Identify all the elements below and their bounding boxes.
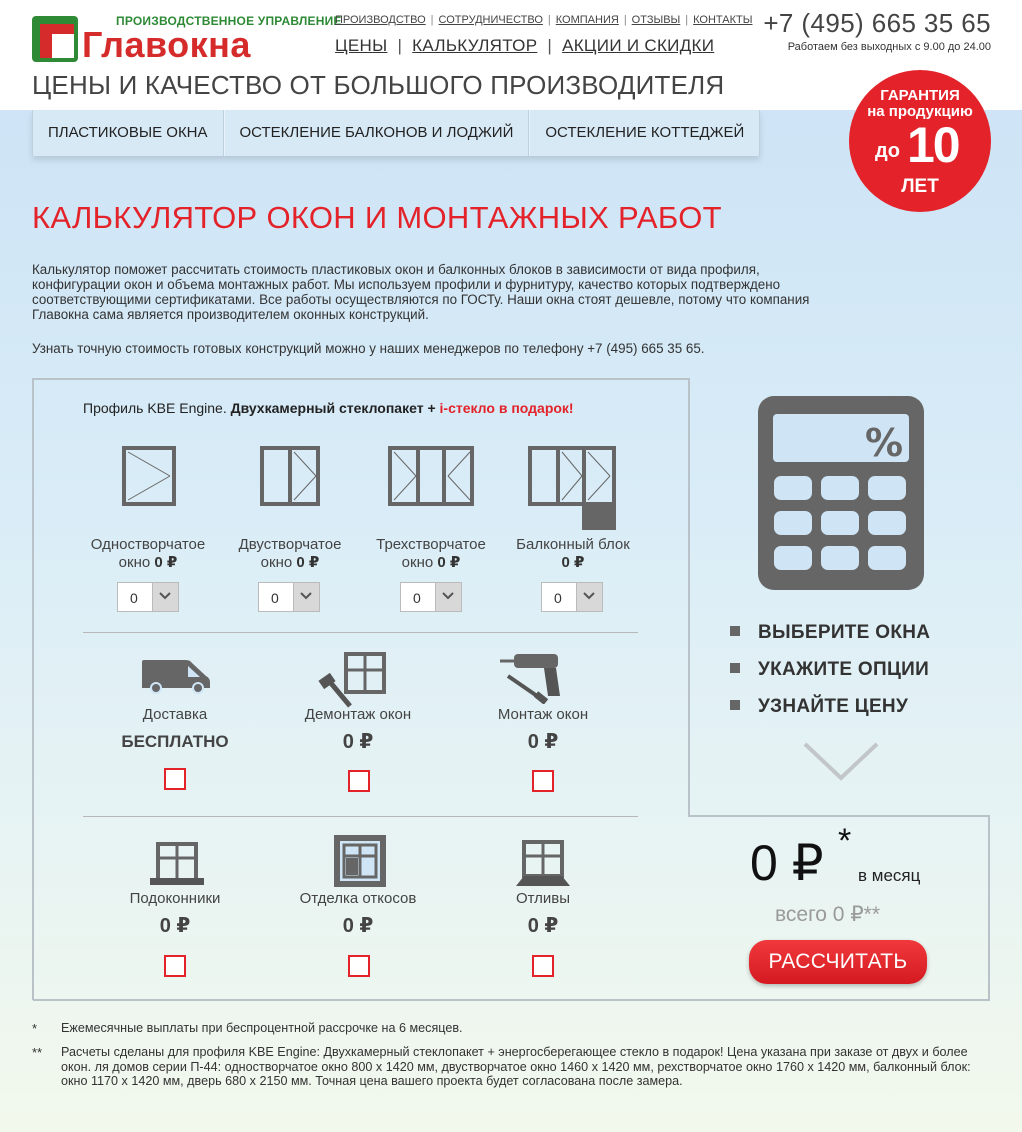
service-price: 0 ₽ <box>159 915 191 937</box>
single-window-qty-select[interactable] <box>117 582 179 612</box>
main-link-prices[interactable]: ЦЕНЫ <box>335 36 388 55</box>
service-delivery <box>85 706 265 752</box>
triple-window-qty-select[interactable] <box>400 582 462 612</box>
page-title: КАЛЬКУЛЯТОР ОКОН И МОНТАЖНЫХ РАБОТ <box>32 200 722 235</box>
logo-icon <box>32 16 78 62</box>
calculator-icon <box>758 396 924 590</box>
window-label: Трехстворчатое <box>376 536 486 553</box>
chevron-down-icon[interactable] <box>293 583 319 611</box>
service-slopes <box>268 890 448 938</box>
badge-line1: ГАРАНТИЯ <box>880 87 960 104</box>
step-2 <box>730 659 929 681</box>
footnote-text: Ежемесячные выплаты при беспроцентной рассрочке на 6 месяцев. <box>61 1021 463 1035</box>
window-label-word: окно <box>401 554 434 571</box>
top-link-production[interactable]: ПРОИЗВОДСТВО <box>335 14 426 26</box>
calculate-button[interactable]: РАССЧИТАТЬ <box>749 940 927 984</box>
footnote-mark: ** <box>32 1045 43 1060</box>
installation-checkbox[interactable] <box>532 770 554 792</box>
select-value: 0 <box>413 590 421 606</box>
window-option-balcony <box>503 536 643 572</box>
footnote-text: Расчеты сделаны для профиля KBE Engine: Двухкамерный стеклопакет + энергосберегающее стекло в подарок! Цена указана при заказе от двух и более окон. ля домов серии П-44: одностворчатое окно 800 х 1420 мм, двустворчатое окно 1460 х 1420 мм, рехстворчатое окно 1760 х 1420 мм, балконный блок: окно 1170 х 1420 мм, дверь 680 х 2150 мм. Точная цена вашего проекта будет согласована после замера. <box>61 1045 971 1088</box>
select-value: 0 <box>271 590 279 606</box>
service-dismantling <box>268 706 448 754</box>
footnote-mark: * <box>32 1021 38 1036</box>
window-label: Балконный блок <box>516 536 630 553</box>
delivery-van-icon <box>140 658 212 694</box>
badge-suffix: ЛЕТ <box>901 176 939 197</box>
top-link-contacts[interactable]: КОНТАКТЫ <box>693 14 753 26</box>
logo-name: Главокна <box>82 24 251 65</box>
double-window-qty-select[interactable] <box>258 582 320 612</box>
profile-prefix: Профиль KBE Engine. <box>83 400 227 416</box>
slopes-checkbox[interactable] <box>348 955 370 977</box>
logo-subtitle: ПРОИЗВОДСТВЕННОЕ УПРАВЛЕНИЕ <box>116 14 342 28</box>
slope-finishing-icon <box>333 834 387 888</box>
profile-info <box>83 400 574 416</box>
window-label-line2 <box>503 554 643 572</box>
window-label-word: окно <box>260 554 293 571</box>
step-label: УКАЖИТЕ ОПЦИИ <box>758 659 930 680</box>
window-label-line2 <box>78 554 218 572</box>
service-drips <box>453 890 633 938</box>
top-link-reviews[interactable]: ОТЗЫВЫ <box>631 14 681 26</box>
badge-line2: на продукцию <box>867 103 973 120</box>
profile-bold: Двухкамерный стеклопакет + <box>230 400 436 416</box>
monthly-price-label: в месяц <box>858 866 921 885</box>
service-label: Подоконники <box>129 890 221 907</box>
bullet-square-icon <box>730 626 740 636</box>
window-price: 0 ₽ <box>296 554 320 571</box>
select-value: 0 <box>554 590 562 606</box>
service-price: БЕСПЛАТНО <box>121 732 229 751</box>
double-sash-window-icon <box>260 446 320 506</box>
balcony-block-qty-select[interactable] <box>541 582 603 612</box>
bullet-square-icon <box>730 663 740 673</box>
step-3 <box>730 696 908 718</box>
main-link-promotions[interactable]: АКЦИИ И СКИДКИ <box>562 36 715 55</box>
step-label: УЗНАЙТЕ ЦЕНУ <box>758 696 909 717</box>
window-drip-icon <box>516 840 570 888</box>
top-links: ПРОИЗВОДСТВО | СОТРУДНИЧЕСТВО | КОМПАНИЯ | ОТЗЫВЫ | КОНТАКТЫ <box>335 14 753 26</box>
service-sills <box>85 890 265 938</box>
select-value: 0 <box>130 590 138 606</box>
profile-gift: i-стекло в подарок! <box>439 400 574 416</box>
working-hours: Работаем без выходных с 9.00 до 24.00 <box>787 41 991 53</box>
window-price: 0 ₽ <box>154 554 178 571</box>
window-label-word: окно <box>118 554 151 571</box>
divider <box>83 632 638 633</box>
step-label: ВЫБЕРИТЕ ОКНА <box>758 622 931 643</box>
service-price: 0 ₽ <box>342 731 374 753</box>
main-links: ЦЕНЫ | КАЛЬКУЛЯТОР | АКЦИИ И СКИДКИ <box>335 36 715 55</box>
window-option-double <box>220 536 360 572</box>
monthly-price: 0 ₽ <box>750 835 824 891</box>
service-price: 0 ₽ <box>527 915 559 937</box>
badge-prefix: до <box>875 140 900 162</box>
main-nav <box>32 110 760 156</box>
window-label: Одностворчатое <box>90 536 206 553</box>
dismantling-checkbox[interactable] <box>348 770 370 792</box>
chevron-down-icon[interactable] <box>435 583 461 611</box>
window-label-line2 <box>361 554 501 572</box>
drips-checkbox[interactable] <box>532 955 554 977</box>
dismantling-icon <box>316 652 388 710</box>
service-label: Монтаж окон <box>497 706 589 723</box>
slogan: ЦЕНЫ И КАЧЕСТВО ОТ БОЛЬШОГО ПРОИЗВОДИТЕЛЯ <box>32 70 725 100</box>
delivery-checkbox[interactable] <box>164 768 186 790</box>
guarantee-badge <box>849 70 991 212</box>
top-link-cooperation[interactable]: СОТРУДНИЧЕСТВО <box>438 14 543 26</box>
service-price: 0 ₽ <box>342 915 374 937</box>
main-link-calculator[interactable]: КАЛЬКУЛЯТОР <box>412 36 538 55</box>
window-label-line2 <box>220 554 360 572</box>
service-price: 0 ₽ <box>527 731 559 753</box>
window-label: Двустворчатое <box>238 536 342 553</box>
drill-screwdriver-icon <box>500 652 576 704</box>
balcony-block-icon <box>528 446 616 530</box>
badge-number: 10 <box>907 117 959 173</box>
chevron-down-icon[interactable] <box>576 583 602 611</box>
window-price: 0 ₽ <box>561 554 585 571</box>
step-1 <box>730 622 930 644</box>
intro-phone-text: Узнать точную стоимость готовых конструкций можно у наших менеджеров по телефону +7 (495) 665 35 65. <box>32 341 705 356</box>
divider <box>83 816 638 817</box>
chevron-down-icon[interactable] <box>152 583 178 611</box>
window-option-triple <box>361 536 501 572</box>
nav-item-balcony-glazing[interactable]: ОСТЕКЛЕНИЕ БАЛКОНОВ И ЛОДЖИЙ <box>224 110 530 156</box>
service-label: Доставка <box>142 706 208 723</box>
nav-item-plastic-windows[interactable]: ПЛАСТИКОВЫЕ ОКНА <box>32 110 224 156</box>
triple-sash-window-icon <box>388 446 474 506</box>
sills-checkbox[interactable] <box>164 955 186 977</box>
chevron-down-icon <box>803 742 879 782</box>
service-installation <box>453 706 633 754</box>
top-link-company[interactable]: КОМПАНИЯ <box>555 14 619 26</box>
nav-item-cottage-glazing[interactable]: ОСТЕКЛЕНИЕ КОТТЕДЖЕЙ <box>529 110 760 156</box>
single-sash-window-icon <box>122 446 176 506</box>
service-label: Отделка откосов <box>299 890 417 907</box>
intro-text: Калькулятор поможет рассчитать стоимость пластиковых окон и балконных блоков в зависимости от вида профиля, конфигурации окон и объема монтажных работ. Мы используем профили и фурнитуру, качество которых подтверждено соответствующими сертификатами. Все работы осуществляются по ГОСТу. Наши окна стоят дешевле, потому что компания Главокна сама является производителем оконных конструкций. <box>32 262 810 322</box>
service-label: Демонтаж окон <box>304 706 412 723</box>
phone-number[interactable]: +7 (495) 665 35 65 <box>763 8 991 38</box>
total-price: всего 0 ₽** <box>775 903 881 926</box>
window-option-single <box>78 536 218 572</box>
service-label: Отливы <box>515 890 571 907</box>
bullet-square-icon <box>730 700 740 710</box>
monthly-price-footnote-mark: * <box>838 822 852 860</box>
window-sill-icon <box>150 842 204 886</box>
calculator-display-symbol: % <box>864 421 904 465</box>
window-price: 0 ₽ <box>437 554 461 571</box>
